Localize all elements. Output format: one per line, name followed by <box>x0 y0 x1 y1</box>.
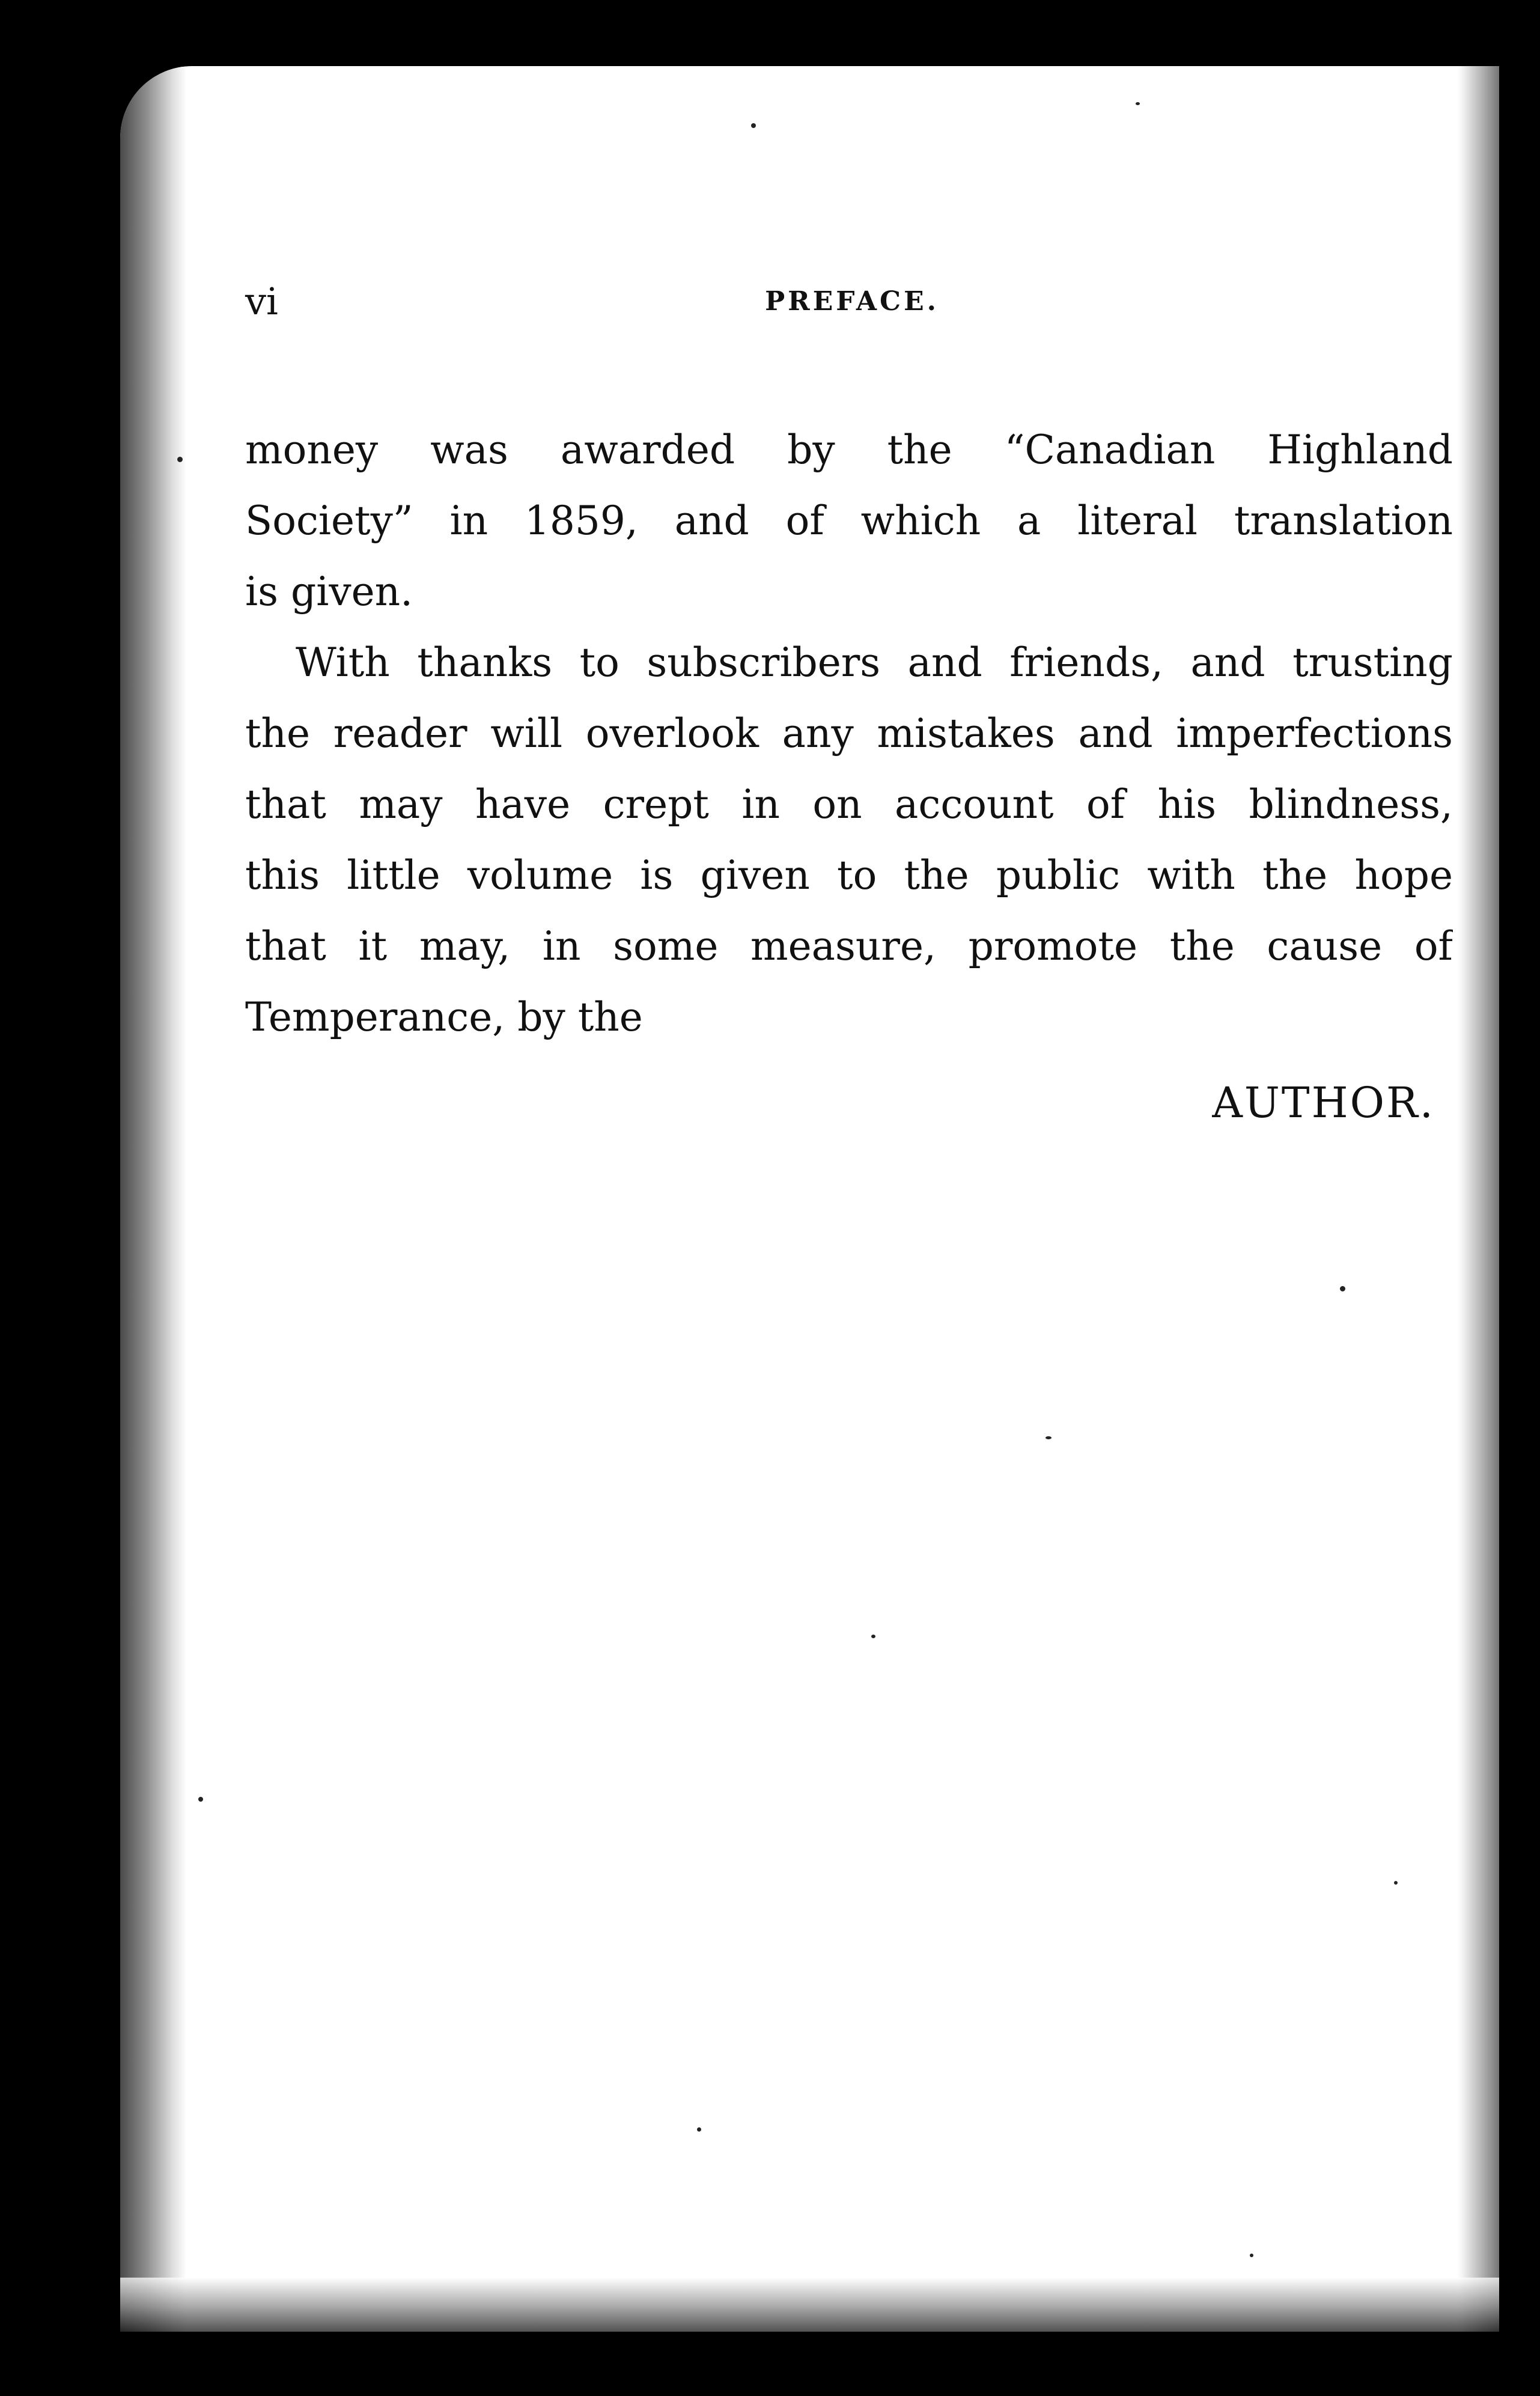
text-line: Society” in 1859, and of which a literal translation <box>245 498 1453 544</box>
print-speck <box>1045 1436 1052 1439</box>
print-speck <box>1340 1286 1345 1291</box>
print-speck <box>1250 2254 1253 2257</box>
text-line: that it may, in some measure, promote the cause of <box>245 923 1453 969</box>
text-line: the reader will overlook any mistakes and imperfections <box>245 710 1453 757</box>
print-speck <box>751 123 756 128</box>
page-bottom-edge-shadow <box>120 2278 1499 2332</box>
page-right-edge-shadow <box>1457 66 1499 2332</box>
page-left-edge-shadow <box>120 66 186 2332</box>
running-head <box>245 278 1459 326</box>
book-page <box>120 66 1499 2332</box>
text-line: this little volume is given to the public with the hope <box>245 852 1453 898</box>
author-signature: AUTHOR. <box>1212 1078 1435 1127</box>
text-line: With thanks to subscribers and friends, and trusting <box>296 639 1453 686</box>
print-speck <box>177 457 183 462</box>
running-title: PREFACE. <box>765 286 939 317</box>
print-speck <box>198 1797 203 1802</box>
text-line: money was awarded by the “Canadian Highland <box>245 427 1453 473</box>
print-speck <box>1394 1881 1398 1885</box>
text-line: that may have crept in on account of his blindness, <box>245 781 1453 828</box>
page-number: vi <box>245 279 278 323</box>
print-speck <box>697 2127 701 2132</box>
text-line: Temperance, by the <box>245 994 643 1040</box>
print-speck <box>1136 102 1140 105</box>
print-speck <box>871 1635 875 1638</box>
preface-text <box>245 415 1453 1053</box>
text-line: is given. <box>245 569 413 615</box>
